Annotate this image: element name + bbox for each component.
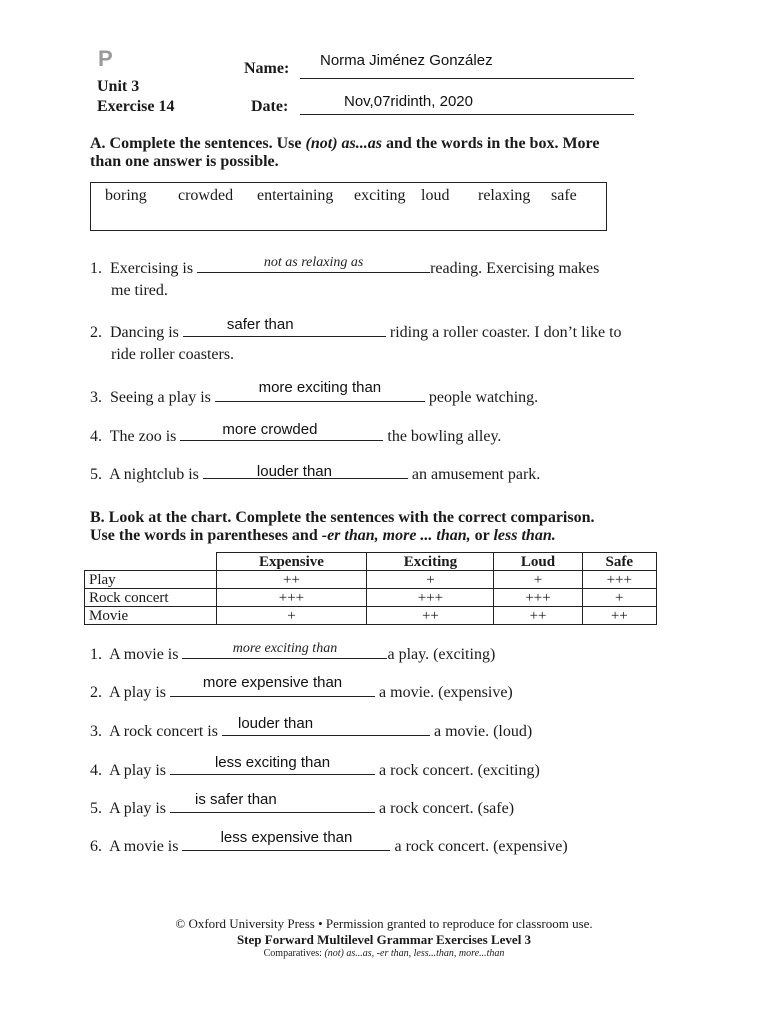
answer-blank-a2[interactable] (183, 316, 386, 337)
answer-blank-a1[interactable] (197, 256, 430, 273)
date-field[interactable]: Nov,07ridinth, 2020 (344, 93, 473, 110)
a-item-2-cont: ride roller coasters. (111, 346, 235, 363)
item-text-after: reading. Exercising makes (430, 260, 600, 277)
chart-row (85, 607, 657, 625)
chart-cell: ++ (494, 607, 582, 625)
answer-blank-b1[interactable] (182, 642, 387, 659)
item-number: 1. (90, 260, 102, 277)
comparison-chart (84, 552, 657, 625)
item-text-before: Dancing is (110, 324, 183, 341)
item-text-before: The zoo is (109, 428, 181, 445)
chart-cell: ++ (367, 607, 494, 625)
section-b-instr-prefix: Use the words in parentheses and (90, 527, 322, 544)
answer-text: less exciting than (214, 754, 331, 771)
item-text-after: riding a roller coaster. I don’t like to (385, 324, 622, 341)
name-field-line (300, 78, 634, 79)
item-text-after: a rock concert. (safe) (375, 800, 515, 817)
b-item-1 (90, 642, 495, 664)
answer-text: is safer than (195, 791, 277, 808)
footer-topic (0, 948, 768, 959)
answer-text: less expensive than (220, 829, 353, 846)
section-b-instr-less: less than. (493, 527, 556, 544)
answer-text: more expensive than (202, 674, 343, 691)
chart-cell: + (494, 571, 582, 589)
item-text-before: A movie is (109, 838, 183, 855)
b-item-2 (90, 674, 513, 702)
item-text-before: A rock concert is (109, 723, 222, 740)
item-number: 2. (90, 324, 102, 341)
word-safe: safe (551, 187, 577, 204)
item-number: 5. (90, 466, 102, 483)
item-text-after: a movie. (loud) (429, 723, 533, 740)
b-item-4 (90, 754, 540, 780)
item-number: 3. (90, 723, 102, 740)
item-text-before: Exercising is (110, 260, 198, 277)
chart-col-header: Exciting (367, 553, 494, 571)
a-item-5 (90, 462, 540, 484)
exercise-label: Exercise 14 (97, 98, 175, 115)
item-number: 6. (90, 838, 102, 855)
item-text-before: A play is (109, 800, 171, 817)
section-b-instr-or: or (470, 527, 494, 544)
answer-text: not as relaxing as (263, 255, 364, 270)
chart-cell: +++ (582, 571, 656, 589)
item-text-after: a rock concert. (expensive) (390, 838, 568, 855)
item-number: 3. (90, 389, 102, 406)
b-item-3 (90, 715, 533, 741)
chart-cell: ++ (582, 607, 656, 625)
a-item-2 (90, 316, 622, 342)
footer-copyright: © Oxford University Press • Permission granted to reproduce for classroom use. (175, 916, 593, 931)
a-item-4 (90, 421, 502, 446)
section-a-instr-suffix: and the words in the box. More (381, 135, 600, 152)
item-text-before: A nightclub is (109, 466, 203, 483)
answer-text: safer than (226, 316, 294, 333)
answer-text: more exciting than (258, 379, 382, 396)
item-text-after: a rock concert. (exciting) (375, 762, 540, 779)
chart-corner (85, 553, 217, 571)
answer-blank-a5[interactable] (203, 462, 408, 479)
answer-text: louder than (256, 463, 332, 480)
publisher-logo: P (98, 46, 113, 71)
item-text-after: a play. (exciting) (387, 646, 496, 663)
answer-text: more crowded (222, 421, 318, 438)
section-b-instructions (90, 509, 710, 545)
b-item-5 (90, 791, 515, 818)
section-a-instr-italic: (not) as...as (305, 135, 382, 152)
answer-blank-b2[interactable] (170, 674, 375, 697)
answer-blank-b6[interactable] (182, 829, 390, 851)
item-text-after: a movie. (expensive) (375, 684, 513, 701)
item-text-before: A play is (109, 684, 171, 701)
answer-blank-a3[interactable] (215, 379, 425, 402)
answer-blank-b3[interactable] (222, 715, 430, 736)
chart-row-label: Play (85, 571, 217, 589)
unit-label: Unit 3 (97, 78, 140, 95)
chart-col-header: Expensive (216, 553, 367, 571)
answer-blank-b4[interactable] (170, 754, 375, 775)
section-a-instr-line2: than one answer is possible. (90, 153, 279, 170)
item-text-before: A movie is (109, 646, 183, 663)
item-text-after: the bowling alley. (383, 428, 502, 445)
chart-cell: + (582, 589, 656, 607)
chart-cell: +++ (367, 589, 494, 607)
section-b-instr-er: -er than, (321, 527, 379, 544)
answer-blank-a4[interactable] (180, 421, 383, 441)
name-field[interactable]: Norma Jiménez González (320, 52, 493, 69)
chart-col-header: Safe (582, 553, 656, 571)
item-number: 5. (90, 800, 102, 817)
word-relaxing: relaxing (478, 187, 531, 204)
a-item-3 (90, 379, 539, 407)
word-entertaining: entertaining (257, 187, 334, 204)
item-number: 4. (90, 762, 102, 779)
section-a-instructions (90, 135, 690, 171)
item-text-after: an amusement park. (407, 466, 541, 483)
section-b-instr-line1: B. Look at the chart. Complete the sentences with the correct comparison. (90, 509, 595, 526)
b-item-6 (90, 829, 568, 856)
a-item-1-cont: me tired. (111, 282, 168, 299)
chart-row (85, 589, 657, 607)
word-boring: boring (105, 187, 147, 204)
word-loud: loud (421, 187, 450, 204)
chart-row-label: Movie (85, 607, 217, 625)
item-number: 1. (90, 646, 102, 663)
answer-text: louder than (237, 715, 314, 732)
date-field-line (300, 114, 634, 115)
footer-topic-italic: (not) as...as, -er than, less...than, more...than (324, 948, 505, 959)
chart-cell: + (367, 571, 494, 589)
a-item-1 (90, 256, 599, 278)
chart-cell: +++ (216, 589, 367, 607)
item-number: 4. (90, 428, 102, 445)
chart-row (85, 571, 657, 589)
item-text-before: Seeing a play is (110, 389, 215, 406)
answer-text: more exciting than (232, 641, 338, 656)
chart-cell: ++ (216, 571, 367, 589)
name-label: Name: (244, 60, 290, 77)
footer-topic-prefix: Comparatives: (263, 948, 325, 959)
chart-cell: +++ (494, 589, 582, 607)
item-number: 2. (90, 684, 102, 701)
date-label: Date: (251, 98, 289, 115)
chart-cell: + (216, 607, 367, 625)
item-text-before: A play is (109, 762, 171, 779)
item-text-after: people watching. (424, 389, 539, 406)
answer-blank-b5[interactable] (170, 791, 375, 813)
section-b-instr-more: more ... than, (382, 527, 471, 544)
chart-col-header: Loud (494, 553, 582, 571)
word-crowded: crowded (178, 187, 234, 204)
word-exciting: exciting (354, 187, 406, 204)
chart-row-label: Rock concert (85, 589, 217, 607)
footer-book-title: Step Forward Multilevel Grammar Exercises Level 3 (236, 932, 532, 947)
section-a-instr-prefix: A. Complete the sentences. Use (90, 135, 306, 152)
